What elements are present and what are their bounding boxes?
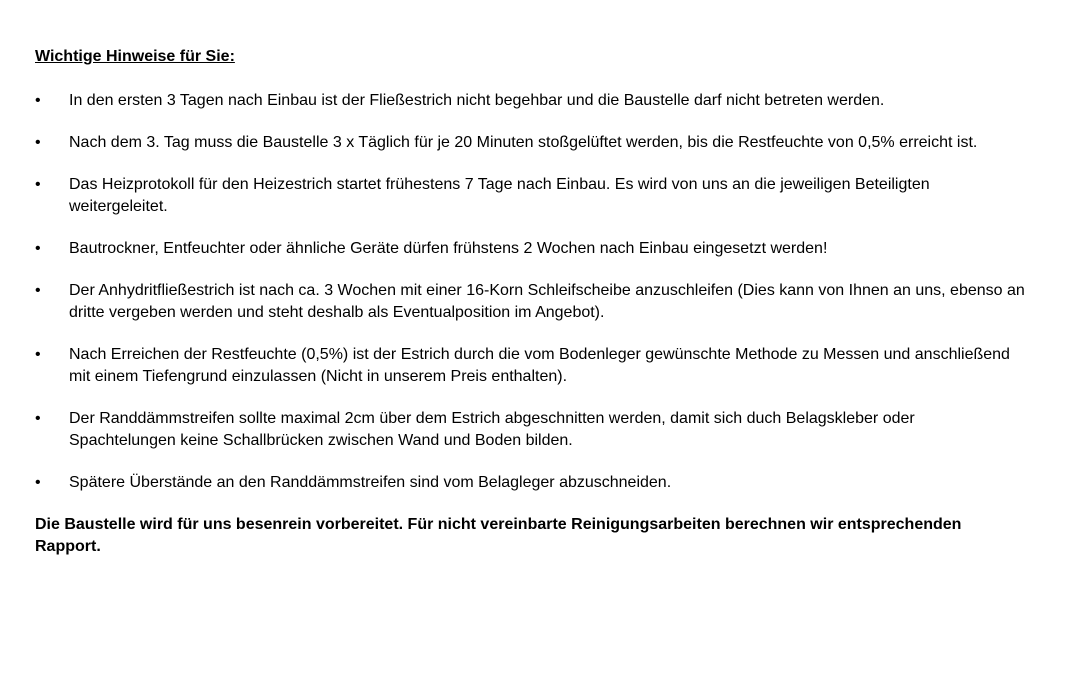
bullet-icon: • bbox=[35, 474, 41, 491]
notes-list bbox=[35, 90, 1025, 494]
list-item-text: Der Randdämmstreifen sollte maximal 2cm über dem Estrich abgeschnitten werden, damit sich duch Belagskleber oder Spachtelungen keine Schallbrücken zwischen Wand und Boden bilden. bbox=[69, 410, 915, 449]
bullet-icon: • bbox=[35, 346, 41, 363]
list-item bbox=[35, 238, 1025, 260]
document-page bbox=[35, 46, 1025, 558]
bullet-icon: • bbox=[35, 176, 41, 193]
list-item bbox=[35, 174, 1025, 218]
list-item-text: Der Anhydritfließestrich ist nach ca. 3 Wochen mit einer 16-Korn Schleifscheibe anzuschleifen (Dies kann von Ihnen an uns, ebenso an dritte vergeben werden und steht deshalb als Eventualposition im Angebot). bbox=[69, 282, 1025, 321]
list-item bbox=[35, 472, 1025, 494]
bullet-icon: • bbox=[35, 410, 41, 427]
list-item-text: In den ersten 3 Tagen nach Einbau ist der Fließestrich nicht begehbar und die Baustelle darf nicht betreten werden. bbox=[69, 92, 885, 109]
closing-statement: Die Baustelle wird für uns besenrein vorbereitet. Für nicht vereinbarte Reinigungsarbeiten berechnen wir entsprechenden Rapport. bbox=[35, 516, 962, 555]
list-item-text: Spätere Überstände an den Randdämmstreifen sind vom Belagleger abzuschneiden. bbox=[69, 474, 672, 491]
list-item-text: Bautrockner, Entfeuchter oder ähnliche Geräte dürfen frühstens 2 Wochen nach Einbau eingesetzt werden! bbox=[69, 240, 828, 257]
list-item-text: Nach dem 3. Tag muss die Baustelle 3 x Täglich für je 20 Minuten stoßgelüftet werden, bis die Restfeuchte von 0,5% erreicht ist. bbox=[69, 134, 978, 151]
list-item bbox=[35, 90, 1025, 112]
list-item bbox=[35, 280, 1025, 324]
list-item bbox=[35, 132, 1025, 154]
list-item bbox=[35, 408, 1025, 452]
bullet-icon: • bbox=[35, 240, 41, 257]
list-item-text: Das Heizprotokoll für den Heizestrich startet frühestens 7 Tage nach Einbau. Es wird von uns an die jeweiligen Beteiligten weitergeleitet. bbox=[69, 176, 930, 215]
bullet-icon: • bbox=[35, 134, 41, 151]
list-item bbox=[35, 344, 1025, 388]
bullet-icon: • bbox=[35, 282, 41, 299]
list-item-text: Nach Erreichen der Restfeuchte (0,5%) ist der Estrich durch die vom Bodenleger gewünschte Methode zu Messen und anschließend mit einem Tiefengrund einzulassen (Nicht in unserem Preis enthalten). bbox=[69, 346, 1010, 385]
bullet-icon: • bbox=[35, 92, 41, 109]
document-heading: Wichtige Hinweise für Sie: bbox=[35, 48, 235, 65]
